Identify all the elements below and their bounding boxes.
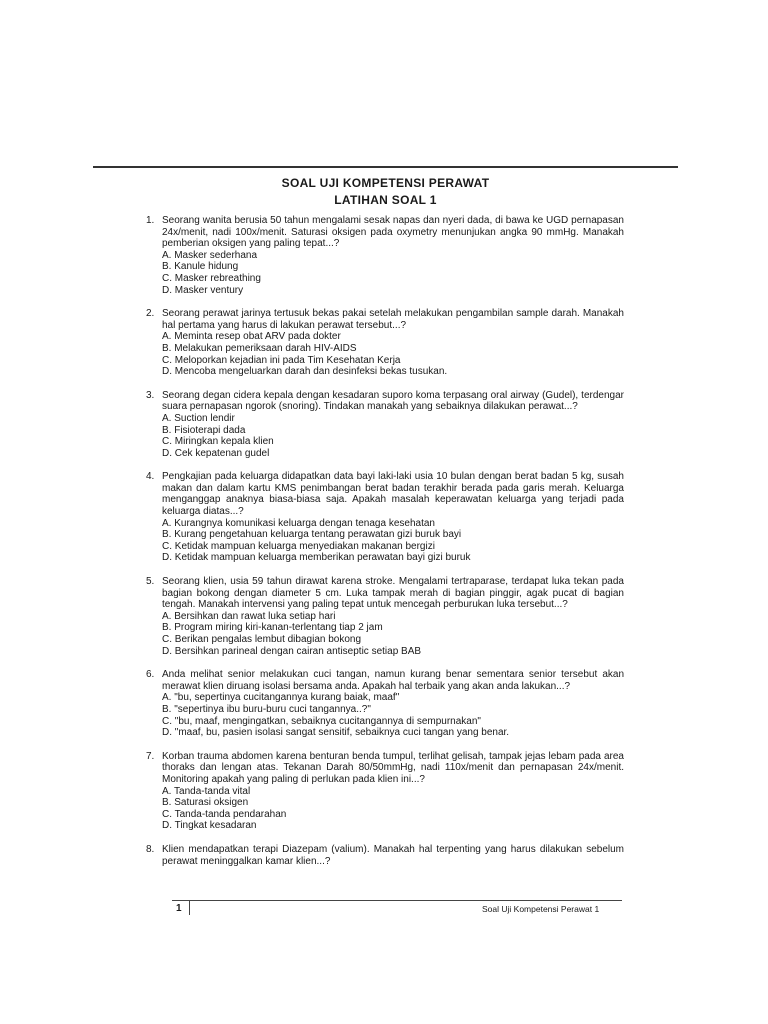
answer-option: C. "bu, maaf, mengingatkan, sebaiknya cucitangannya di sempurnakan" xyxy=(162,715,481,727)
question-number: 7. xyxy=(146,750,155,762)
answer-option: A. Kurangnya komunikasi keluarga dengan tenaga kesehatan xyxy=(162,517,435,529)
question-item xyxy=(146,576,624,657)
page-number: 1 xyxy=(176,903,182,914)
answer-options xyxy=(162,786,624,832)
answer-options xyxy=(162,518,624,564)
answer-option: A. Meminta resep obat ARV pada dokter xyxy=(162,331,341,343)
question-number: 5. xyxy=(146,576,155,588)
top-divider xyxy=(93,166,678,168)
question-number: 1. xyxy=(146,215,155,226)
answer-option: D. Ketidak mampuan keluarga memberikan perawatan bayi gizi buruk xyxy=(162,552,471,564)
question-text: Klien mendapatkan terapi Diazepam (valium). Manakah hal terpenting yang harus dilakukan sebelum perawat meninggalkan kamar klien...? xyxy=(162,843,624,867)
answer-options xyxy=(162,692,624,738)
question-number: 2. xyxy=(146,308,155,320)
answer-option: D. Tingkat kesadaran xyxy=(162,820,257,832)
answer-option: D. Bersihkan parineal dengan cairan antiseptic setiap BAB xyxy=(162,645,422,657)
answer-option: B. Saturasi oksigen xyxy=(162,797,249,809)
answer-options xyxy=(162,331,624,377)
answer-options xyxy=(162,413,624,459)
answer-option: A. Suction lendir xyxy=(162,412,235,424)
question-text: Pengkajian pada keluarga didapatkan data bayi laki-laki usia 10 bulan dengan berat badan 5 kg, susah makan dan dalam kartu KMS penimbangan berat badan terakhir berada pada garis merah. Keluarga menganggap anaknya biasa-biasa saja. Apakah masalah keperawatan keluarga yang terjadi pada keluarga diatas...? xyxy=(162,471,624,518)
footer-doc-title: Soal Uji Kompetensi Perawat 1 xyxy=(482,904,600,914)
answer-option: B. Fisioterapi dada xyxy=(162,424,246,436)
page-number-separator xyxy=(189,901,190,915)
question-item xyxy=(146,750,624,832)
footer-divider xyxy=(172,900,622,901)
answer-option: A. Masker sederhana xyxy=(162,249,258,261)
question-text: Korban trauma abdomen karena benturan benda tumpul, terlihat gelisah, tampak jejas lebam pada area thoraks dan lengan atas. Tekanan Darah 80/50mmHg, nadi 110x/menit dan pernapasan 24x/menit. Monitoring apakah yang paling di perlukan pada klien ini...? xyxy=(162,750,624,785)
answer-option: A. "bu, sepertinya cucitangannya kurang baiak, maaf" xyxy=(162,692,400,704)
answer-option: B. "sepertinya ibu buru-buru cuci tangannya..?" xyxy=(162,703,371,715)
question-item xyxy=(146,669,624,739)
question-text: Seorang wanita berusia 50 tahun mengalami sesak napas dan nyeri dada, di bawa ke UGD pernapasan 24x/menit, nadi 100x/menit. Saturasi oksigen pada oxymetry menunjukan angka 90 mmHg. Manakah pemberian oksigen yang paling tepat...? xyxy=(162,215,624,250)
answer-option: B. Kanule hidung xyxy=(162,261,239,273)
question-number: 6. xyxy=(146,669,155,681)
answer-option: C. Ketidak mampuan keluarga menyediakan makanan bergizi xyxy=(162,540,435,552)
answer-options xyxy=(162,611,624,657)
answer-option: B. Program miring kiri-kanan-terlentang tiap 2 jam xyxy=(162,622,383,634)
question-item xyxy=(146,843,624,867)
answer-option: D. Masker ventury xyxy=(162,284,244,296)
document-subtitle: LATIHAN SOAL 1 xyxy=(334,193,437,207)
answer-option: A. Bersihkan dan rawat luka setiap hari xyxy=(162,610,336,622)
answer-option: C. Miringkan kepala klien xyxy=(162,436,274,448)
question-text: Seorang perawat jarinya tertusuk bekas pakai setelah melakukan pengambilan sample darah. Manakah hal pertama yang harus di lakukan perawat tersebut...? xyxy=(162,308,624,331)
question-list xyxy=(146,215,624,867)
answer-option: D. "maaf, bu, pasien isolasi sangat sensitif, sebaiknya cuci tangan yang benar. xyxy=(162,727,510,739)
answer-option: C. Tanda-tanda pendarahan xyxy=(162,808,287,820)
question-number: 3. xyxy=(146,389,155,401)
question-item xyxy=(146,308,624,378)
answer-option: D. Cek kepatenan gudel xyxy=(162,447,270,459)
question-text: Seorang klien, usia 59 tahun dirawat karena stroke. Mengalami tertraparase, terdapat luka tekan pada bagian bokong dengan diameter 5 cm. Luka tampak merah di bagian pinggir, agak pucat di bagian tengah. Manakah intervensi yang paling tepat untuk mencegah perburukan luka tersebut...? xyxy=(162,576,624,611)
answer-option: A. Tanda-tanda vital xyxy=(162,785,251,797)
document-title: SOAL UJI KOMPETENSI PERAWAT xyxy=(281,176,490,190)
question-text: Anda melihat senior melakukan cuci tangan, namun kurang benar sementara senior tersebut akan merawat klien diruang isolasi bersama anda. Apakah hal terbaik yang akan anda lakukan...? xyxy=(162,669,624,692)
answer-option: C. Meloporkan kejadian ini pada Tim Kesehatan Kerja xyxy=(162,354,401,366)
answer-options xyxy=(162,250,624,296)
answer-option: B. Kurang pengetahuan keluarga tentang perawatan gizi buruk bayi xyxy=(162,529,462,541)
answer-option: D. Mencoba mengeluarkan darah dan desinfeksi bekas tusukan. xyxy=(162,366,448,378)
answer-option: C. Berikan pengalas lembut dibagian bokong xyxy=(162,634,362,645)
question-number: 4. xyxy=(146,471,155,483)
answer-option: C. Masker rebreathing xyxy=(162,272,261,284)
question-text: Seorang degan cidera kepala dengan kesadaran suporo koma terpasang oral airway (Gudel), terdengar suara pernapasan ngorok (snoring). Tindakan manakah yang sebaiknya dilakukan perawat...? xyxy=(162,389,624,413)
question-item xyxy=(146,471,624,564)
question-item xyxy=(146,389,624,460)
question-number: 8. xyxy=(146,843,155,855)
answer-option: B. Melakukan pemeriksaan darah HIV-AIDS xyxy=(162,342,357,354)
question-item xyxy=(146,215,624,296)
